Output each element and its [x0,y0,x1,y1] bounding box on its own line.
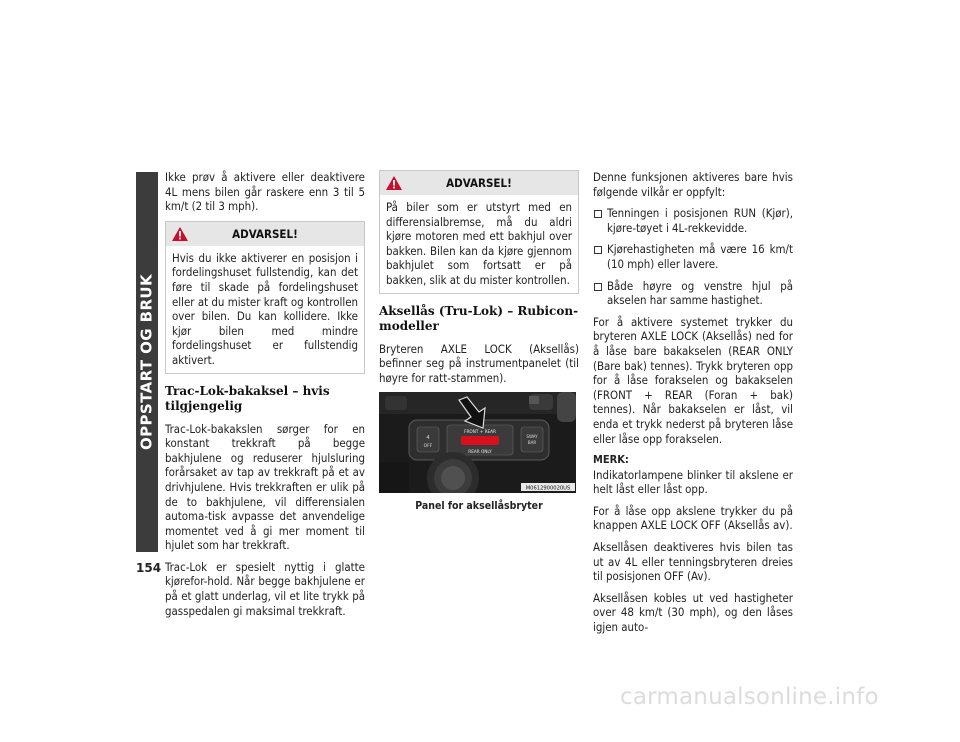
right-button-label-2: BAR [527,440,537,446]
warning-box-1 [165,221,365,374]
deactivate-paragraph: Aksellåsen deaktiveres hvis bilen tas ut av 4L eller tenningsbryteren dreies til posisjonen OFF (Av). [593,540,793,584]
rear-only-label: REAR ONLY [468,449,492,455]
disconnect-paragraph: Aksellåsen kobles ut ved hastigheter over 48 km/t (30 mph), og den låses igjen auto- [593,590,793,635]
axle-lock-paragraph: Bryteren AXLE LOCK (Aksellås) befinner seg på instrumentpanelet (til høyre for ratt-stammen). [379,341,579,385]
section-side-tab-label: OPPSTART OG BRUK [137,273,156,451]
page-number: 154 [136,561,162,575]
warning-text: På biler som er utstyrt med en differensialbremse, må du aldri kjøre motoren med ett bakhjul over bakken. Bilen kan da kjøre gjennom bakhjulet som fortsatt er på bakken, slik at du mister kontrollen. [386,200,572,287]
section-heading-trac-lok: Trac-Lok-bakaksel – hvis tilgjengelig [165,383,330,413]
unlock-paragraph: For å låse opp akslene trykker du på knappen AXLE LOCK OFF (Aksellås av). [593,503,793,533]
warning-header [380,171,578,195]
conditions-list [593,206,793,308]
warning-text: Hvis du ikke aktiverer en posisjon i fordelingshuset fullstendig, kan det føre til skade på fordelingshuset eller at du mister kraft og kontrollen over bilen. Du kan kollidere. Ikke kjør bilen med mindre fordelingshuset er fullstendig aktivert. [172,250,358,367]
watermark: carmanualsonline.info [620,684,879,710]
warning-triangle-icon [171,226,189,242]
warning-title: ADVARSEL! [446,176,512,190]
column-1 [165,170,365,625]
warning-body [380,195,578,293]
note-text: Indikatorlampene blinker til akslene er helt låst eller låst opp. [593,467,793,497]
warning-triangle-icon [385,175,403,191]
photo-caption: Panel for aksellåsbryter [415,500,543,513]
conditions-intro: Denne funksjonen aktiveres bare hvis følgende vilkår er oppfylt: [593,170,793,199]
list-item: Kjørehastigheten må være 16 km/t (10 mph) eller lavere. [593,242,793,271]
warning-title: ADVARSEL! [232,226,298,241]
column-2 [379,170,579,522]
front-rear-label: FRONT + REAR [464,429,496,435]
trac-lok-paragraph-1: Trac-Lok-bakakslen sørger for en konstant trekkraft på begge bakhjulene og reduserer hjulsluring forårsaket av tap av trekkraft på et av drivhjulene. Hvis trekkraften er ulik på de to bakhjulene, vil differensialen automa-tisk avpasse det anvendelige momentet ved å gi mer moment til hjulet som har trekkraft. [165,421,365,553]
right-button-label-1: SWAY [526,434,538,440]
column-3 [593,170,793,642]
section-side-tab [136,172,158,552]
note-label: MERK: [593,453,629,467]
list-item: Tenningen i posisjonen RUN (Kjør), kjøre-tøyet i 4L-rekkevidde. [593,206,793,235]
photo-code: M0612900020US [525,485,571,492]
checkbox-bullet-icon [594,210,602,218]
intro-paragraph: Ikke prøv å aktivere eller deaktivere 4L mens bilen går raskere enn 3 til 5 km/t (2 til 3 mph). [165,170,365,214]
trac-lok-paragraph-2: Trac-Lok er spesielt nyttig i glatte kjørefor-hold. Når begge bakhjulene er på et glatt underlag, vil et lite trykk på gasspedalen gi maksimal trekkraft. [165,559,365,618]
axle-lock-switch-photo [379,392,576,493]
list-item: Både høyre og venstre hjul på akselen har samme hastighet. [593,279,793,308]
warning-box-2 [379,170,579,294]
left-button-label-1: 4 [426,435,430,442]
activation-paragraph: For å aktivere systemet trykker du bryteren AXLE LOCK (Aksellås) ned for å låse bare bakakselen (REAR ONLY (Bare bak) tennes). Trykk bryteren opp for å låse forakselen og bakakselen (FRONT + REAR (Foran + bak) tennes). Når bakakselen er låst, vil enda et trykk nederst på bryteren låse eller låse opp forakselen. [593,314,793,446]
warning-header [166,222,364,246]
left-button-label-2: OFF [423,444,433,450]
section-heading-axle-lock: Aksellås (Tru-Lok) – Rubicon-modeller [379,303,579,333]
checkbox-bullet-icon [594,246,602,254]
checkbox-bullet-icon [594,283,602,291]
warning-body [166,246,364,373]
